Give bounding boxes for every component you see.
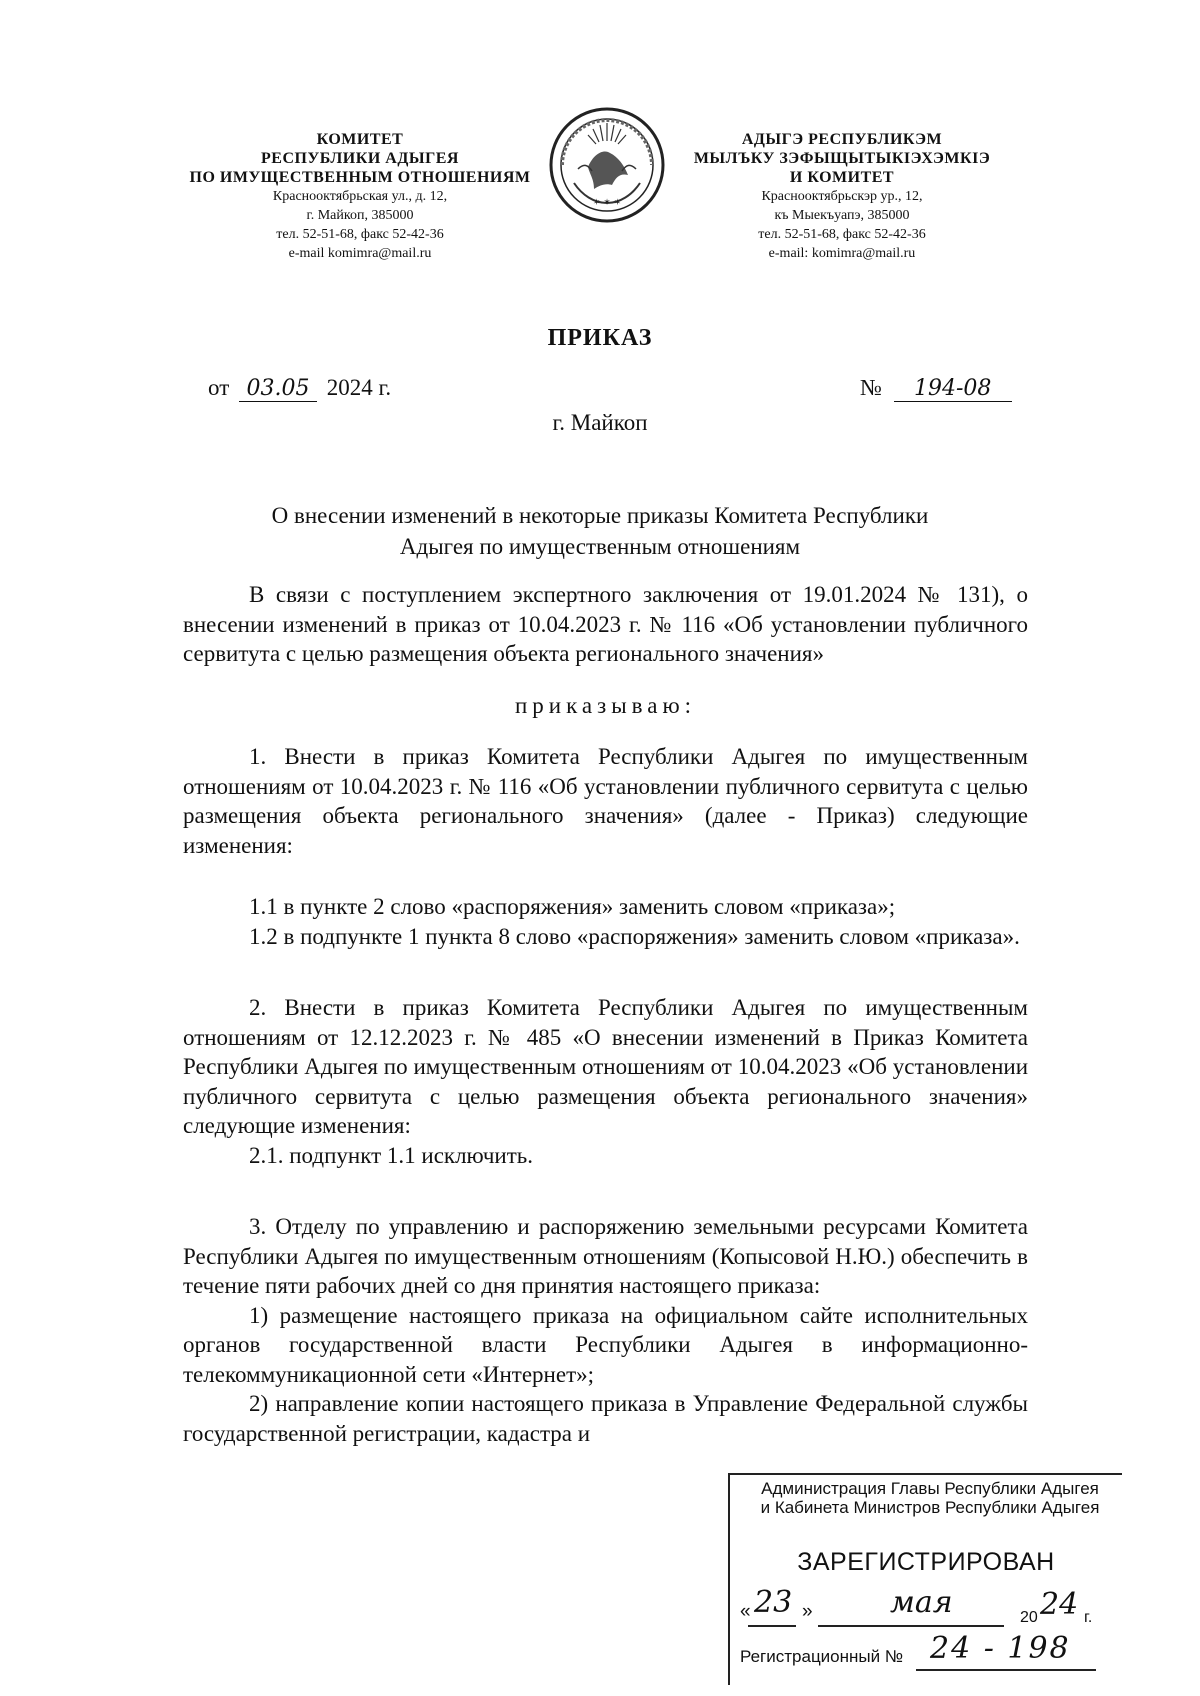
paragraph-3-2: 2) направление копии настоящего приказа в Управление Федеральной службы государственной регистрации, кадастра и — [183, 1391, 1028, 1446]
handwritten-day: 23 — [754, 1585, 793, 1620]
handwritten-number: 194-08 — [894, 376, 1012, 402]
stamp-registration — [740, 1631, 1120, 1667]
paragraph-2: 2. Внести в приказ Комитета Республики Адыгея по имущественным отношениям от 12.12.2023 г. № 485 «О внесении изменений в Приказ Комитета Республики Адыгея по имущественным отношениям от 10.04.2023 «Об установлении публичного сервитута с целью размещения объекта регионального значения» следующие изменения: — [183, 995, 1028, 1138]
reg-label: Регистрационный № — [740, 1647, 904, 1666]
order-word: приказываю: — [514, 692, 697, 718]
date-prefix: от — [208, 375, 230, 400]
year-suffix: г. — [1084, 1609, 1093, 1626]
stamp-org-line: Администрация Главы Республики Адыгея — [761, 1479, 1099, 1498]
order-number — [860, 375, 1012, 402]
org-email-line: e-mail komimra@mail.ru — [288, 246, 432, 261]
org-address-line: г. Майкоп, 385000 — [306, 208, 414, 223]
org-address-line: тел. 52-51-68, факс 52-42-36 — [758, 227, 926, 242]
date-suffix: 2024 г. — [326, 375, 392, 400]
paragraph-1: 1. Внести в приказ Комитета Республики Адыгея по имущественным отношениям от 10.04.2023 г. № 116 «Об установлении публичного сервитута с целью размещения объекта регионального значения» (далее - Приказ) следующие изменения: — [183, 744, 1028, 858]
stamp-underline — [818, 1625, 1004, 1627]
org-name-line: РЕСПУБЛИКИ АДЫГЕЯ — [261, 150, 459, 167]
stamp-org — [740, 1479, 1120, 1517]
order-subject — [200, 500, 1000, 562]
document-title: ПРИКАЗ — [547, 325, 653, 351]
subject-line: Адыгея по имущественным отношениям — [399, 534, 801, 559]
subject-line: О внесении изменений в некоторые приказы Комитета Республики — [271, 503, 929, 528]
year-prefix: 20 — [1020, 1609, 1038, 1626]
org-name-line: МЫЛЪКУ ЗЭФЫЩЫТЫКIЭХЭМКIЭ — [693, 150, 991, 167]
document-body — [183, 580, 1028, 1448]
paragraph-3: 3. Отделу по управлению и распоряжению земельными ресурсами Комитета Республики Адыгея по имущественным отношениям (Копысовой Н.Ю.) обеспечить в течение пяти рабочих дней со дня принятия настоящего приказа: — [183, 1214, 1028, 1298]
org-address-line: Краснооктябрьская ул., д. 12, — [272, 189, 448, 204]
paragraph-3-1: 1) размещение настоящего приказа на официальном сайте исполнительных органов государственной власти Республики Адыгея в информационно-телекоммуникационной сети «Интернет»; — [183, 1302, 1028, 1387]
city: г. Майкоп — [552, 410, 648, 435]
stamp-underline — [748, 1625, 796, 1627]
coat-of-arms-emblem-icon — [548, 105, 666, 225]
handwritten-reg-number: 24 - 198 — [930, 1631, 1071, 1666]
registration-stamp — [728, 1473, 1122, 1685]
org-email-line: e-mail: komimra@mail.ru — [768, 246, 916, 261]
quote-open: « — [740, 1601, 751, 1622]
paragraph-1-2: 1.2 в подпункте 1 пункта 8 слово «распоряжения» заменить словом «приказа». — [249, 923, 1020, 949]
header-right-org — [672, 130, 1012, 263]
stamp-title: ЗАРЕГИСТРИРОВАН — [797, 1548, 1055, 1576]
org-address-line: Краснооктябрьскэр ур., 12, — [761, 189, 923, 204]
paragraph-1-1: 1.1 в пункте 2 слово «распоряжения» заменить словом «приказа»; — [249, 894, 896, 919]
org-address-line: тел. 52-51-68, факс 52-42-36 — [276, 227, 444, 242]
org-name-line: И КОМИТЕТ — [789, 169, 895, 186]
org-name-line: АДЫГЭ РЕСПУБЛИКЭМ — [741, 131, 943, 148]
number-prefix: № — [860, 375, 882, 400]
handwritten-year: 24 — [1040, 1587, 1079, 1622]
handwritten-month: мая — [890, 1585, 953, 1620]
svg-text:✶ ✶ ✶: ✶ ✶ ✶ — [592, 198, 622, 208]
stamp-underline — [916, 1669, 1096, 1671]
org-address-line: къ Мыекъуапэ, 385000 — [774, 208, 910, 223]
header-left-org — [175, 130, 545, 263]
org-name-line: КОМИТЕТ — [316, 131, 404, 148]
stamp-org-line: и Кабинета Министров Республики Адыгея — [760, 1498, 1100, 1517]
quote-close: » — [802, 1601, 813, 1622]
preamble-paragraph: В связи с поступлением экспертного заключения от 19.01.2024 № 131), о внесении изменений в приказ от 10.04.2023 г. № 116 «Об установлении публичного сервитута с целью размещения объекта регионального значения» — [183, 582, 1028, 666]
order-date — [208, 375, 391, 402]
handwritten-date: 03.05 — [239, 376, 317, 402]
paragraph-2-1: 2.1. подпункт 1.1 исключить. — [249, 1142, 534, 1168]
org-name-line: ПО ИМУЩЕСТВЕННЫМ ОТНОШЕНИЯМ — [189, 169, 531, 186]
